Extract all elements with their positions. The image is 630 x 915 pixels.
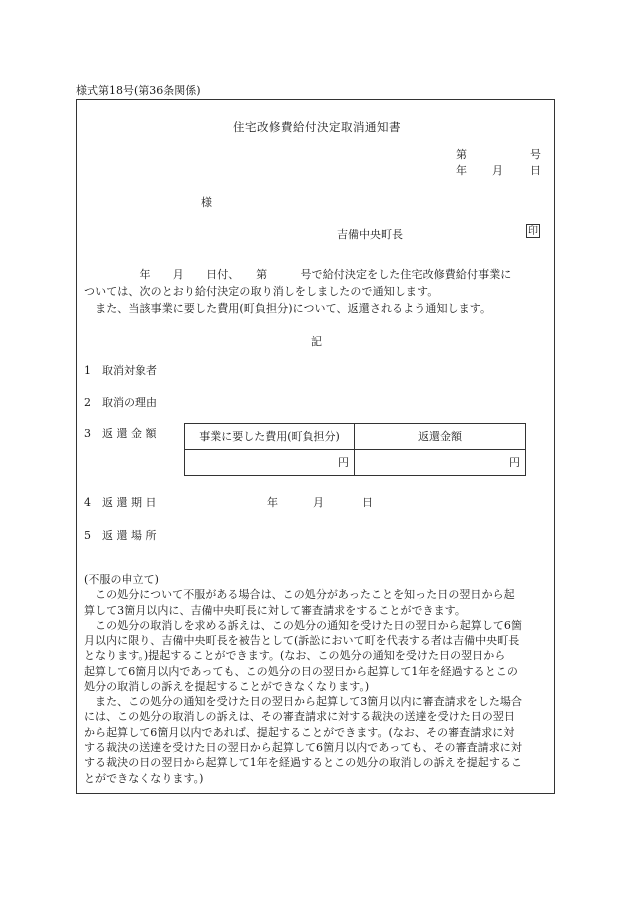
appeal-line: する裁決の日の翌日から起算して1年を経過するとこの処分の取消しの訴えを提起するこ — [84, 756, 522, 769]
appeal-line: また、この処分の通知を受けた日の翌日から起算して3箇月以内に審査請求をした場合 — [84, 695, 522, 708]
date-day-label: 日 — [530, 164, 541, 177]
number-suffix: 号 — [530, 148, 541, 161]
appeal-line: とができなくなります。) — [84, 772, 204, 785]
appeal-line: となります。)提起することができます。(なお、この処分の通知を受けた日の翌日から — [84, 649, 506, 662]
appeal-line: この処分について不服がある場合は、この処分があったことを知った日の翌日から起 — [84, 588, 515, 601]
body-line-3: また、当該事業に要した費用(町負担分)について、返還されるよう通知します。 — [84, 302, 492, 315]
appeal-line: 起算して6箇月以内であっても、この処分の日の翌日から起算して1年を経過するとこの — [84, 665, 518, 678]
item-return-amount: 3 返 還 金 額 — [84, 427, 157, 440]
amount-table-header-row — [185, 424, 526, 450]
number-prefix: 第 — [456, 148, 467, 161]
appeal-line: から起算して6箇月以内であれば、提起することができます。(なお、その審査請求に対 — [84, 726, 515, 739]
item-cancel-target: 1 取消対象者 — [84, 364, 157, 377]
date-year-label: 年 — [456, 164, 467, 177]
amount-cost-cell: 円 — [185, 450, 355, 476]
addressee-suffix: 様 — [201, 196, 212, 209]
issuer-name: 吉備中央町長 — [337, 228, 403, 241]
amount-col-cost-header: 事業に要した費用(町負担分) — [185, 424, 355, 450]
due-day-label: 日 — [362, 496, 373, 509]
ki-heading: 記 — [311, 335, 322, 348]
appeal-line: 月以内に限り、吉備中央町長を被告として(訴訟において町を代表する者は吉備中央町長 — [84, 634, 520, 647]
appeal-line: には、この処分の取消しの訴えは、その審査請求に対する裁決の送達を受けた日の翌日 — [84, 710, 515, 723]
amount-return-cell: 円 — [355, 450, 526, 476]
appeal-line: この処分の取消しを求める訴えは、この処分の通知を受けた日の翌日から起算して6箇 — [84, 619, 522, 632]
appeal-heading: (不服の申立て) — [84, 573, 159, 586]
seal-mark: 印 — [528, 226, 538, 237]
appeal-line: する裁決の送達を受けた日の翌日から起算して6箇月以内であっても、その審査請求に対 — [84, 741, 522, 754]
amount-col-return-header: 返還金額 — [355, 424, 526, 450]
item-return-place: 5 返 還 場 所 — [84, 529, 157, 542]
due-month-label: 月 — [313, 496, 324, 509]
form-number: 様式第18号(第36条関係) — [76, 84, 201, 97]
body-line-1: 年 月 日付、 第 号で給付決定をした住宅改修費給付事業に — [84, 268, 512, 281]
date-month-label: 月 — [492, 164, 503, 177]
amount-table — [184, 423, 526, 476]
appeal-line: 算して3箇月以内に、吉備中央町長に対して審査請求をすることができます。 — [84, 604, 466, 617]
amount-table-value-row — [185, 450, 526, 476]
appeal-line: 処分の取消しの訴えを提起することができなくなります。) — [84, 680, 370, 693]
body-line-2: ついては、次のとおり給付決定の取り消しをしましたので通知します。 — [84, 285, 439, 298]
item-cancel-reason: 2 取消の理由 — [84, 396, 157, 409]
due-year-label: 年 — [267, 496, 278, 509]
document-title: 住宅改修費給付決定取消通知書 — [233, 120, 401, 134]
item-return-due-date: 4 返 還 期 日 — [84, 496, 157, 509]
